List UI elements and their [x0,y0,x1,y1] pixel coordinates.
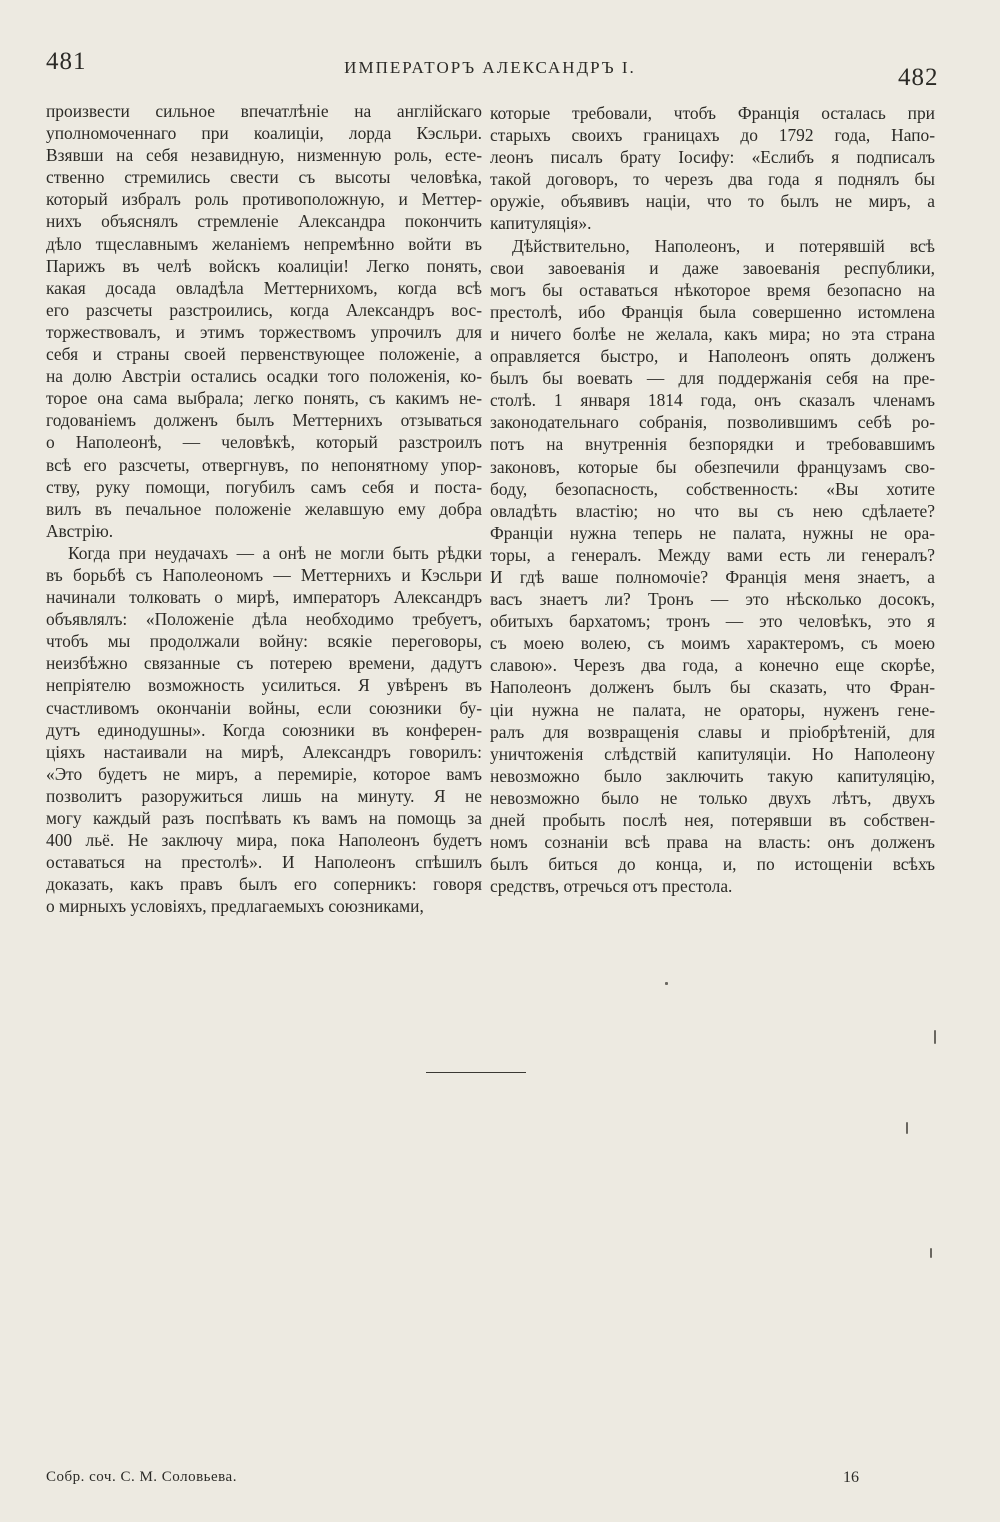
text-line: законодательнаго собранія, позволившимъ себѣ ро- [490,412,935,433]
text-line: какая досада овладѣла Меттернихомъ, когда всѣ [46,277,482,298]
text-line: Взявши на себя незавидную, низменную роль, есте- [46,145,482,166]
scan-speck [665,982,668,985]
text-line: Дѣйствительно, Наполеонъ, и потерявшій всѣ [512,235,935,256]
text-line: капитуляція». [490,213,592,234]
text-line: престолѣ, ибо Франція была совершенно истомлена [490,301,935,322]
text-line: средствъ, отречься отъ престола. [490,876,733,897]
footer-signature-mark: 16 [843,1469,859,1486]
text-line: столѣ. 1 января 1814 года, онъ сказалъ членамъ [490,390,935,411]
text-line: вилъ въ печальное положеніе желавшую ему добра [46,498,482,519]
text-line: овладѣть властію; но что вы съ нею сдѣлаете? [490,500,935,521]
text-line: о Наполеонѣ, — человѣкѣ, который разстроилъ [46,432,482,453]
text-line: нихъ объяснялъ стремленіе Александра покончить [46,211,482,232]
text-line: неизбѣжно связанные съ потерею времени, дадутъ [46,653,482,674]
section-end-rule [426,1072,526,1073]
text-line: который избралъ роль противоположную, и Меттер- [46,189,482,210]
text-line: Наполеонъ долженъ былъ бы сказать, что Фран- [490,677,935,698]
text-line: васъ знаетъ ли? Тронъ — это нѣсколько досокъ, [490,589,935,610]
text-line: невозможно было заключить такую капитуляцію, [490,765,935,786]
text-line: начинали толковать о мирѣ, императоръ Александръ [46,587,482,608]
text-line: торы, а генералъ. Между вами есть ли генералъ? [490,544,935,565]
text-line: номъ сознаніи всѣ права на власть: онъ долженъ [490,832,935,853]
text-line: доказать, какъ правъ былъ его соперникъ: говоря [46,874,482,895]
footer-source-note: Собр. соч. С. М. Соловьева. [46,1469,237,1485]
text-line: уничтоженія слѣдствій капитуляціи. Но Наполеону [490,743,935,764]
text-line: о мирныхъ условіяхъ, предлагаемыхъ союзниками, [46,896,424,917]
page-number-right: 482 [898,64,939,91]
text-line: ству, руку помощи, погубилъ самъ себя и поста- [46,476,482,497]
text-line: могъ бы оставаться нѣкоторое время безопасно на [490,279,935,300]
text-line: чтобъ мы продолжали войну: всякіе переговоры, [46,631,482,652]
text-line: годованіемъ долженъ былъ Меттернихъ отзываться [46,410,482,431]
text-line: обитыхъ бархатомъ; тронъ — это человѣкъ, это я [490,611,935,632]
running-title: ИМПЕРАТОРЪ АЛЕКСАНДРЪ I. [344,58,636,77]
text-line: ственно стремились свести съ высоты человѣка, [46,167,482,188]
text-line: могу каждый разъ поспѣвать къ вамъ на помощь за [46,808,482,828]
text-line: Парижъ въ челѣ войскъ коалиціи! Легко понять, [46,255,482,276]
text-line: свои завоеванія и даже завоеванія республики, [490,257,935,278]
text-line: старыхъ своихъ границахъ до 1792 года, Напо- [490,125,935,146]
right-text-column [490,102,935,897]
text-line: счастливомъ окончаніи войны, если союзники бу- [46,697,482,718]
text-line: боду, безопасность, собственность: «Вы хотите [490,478,935,499]
text-line: его разсчеты разстроились, когда Александръ вос- [46,299,482,320]
text-line: оружіе, объявивъ націи, что то былъ не миръ, а [490,191,935,212]
text-line: законовъ, которые бы обезпечили французамъ сво- [490,456,935,477]
text-line: Австрію. [46,520,114,541]
text-line: дутъ единодушны». Когда союзники въ конферен- [46,719,482,740]
scan-speck [906,1122,908,1134]
text-line: позволитъ разоружиться лишь на минуту. Я не [46,785,482,806]
text-line: и ничего болѣе не желала, какъ мира; но эта страна [490,323,935,344]
text-line: И гдѣ ваше полномочіе? Франція меня знаетъ, а [490,566,935,587]
text-line: ціи нужна не палата, не ораторы, нуженъ гене- [490,699,935,720]
text-line: торжествовалъ, и этимъ торжествомъ упрочилъ для [46,321,482,342]
text-line: съ моею волею, съ моимъ характеромъ, съ моею [490,633,935,654]
text-line: оправляется быстро, и Наполеонъ опять долженъ [490,346,935,367]
text-line: ралъ для возвращенія славы и пріобрѣтеній, для [490,721,935,742]
text-line: леонъ писалъ брату Іосифу: «Еслибъ я подписалъ [490,147,935,168]
text-line: торое она сама выбрала; легко понять, съ какимъ не- [46,388,482,409]
text-line: уполномоченнаго при коалиціи, лорда Кэсльри. [46,123,482,144]
text-line: Франціи нужна теперь не палата, нужны не ора- [490,522,935,543]
text-line: былъ биться до конца, и, по истощеніи всѣхъ [490,854,935,875]
scan-speck [930,1248,932,1258]
text-line: всѣ его разсчеты, отвергнувъ, по непонятному упор- [46,454,482,475]
text-line: которые требовали, чтобъ Франція осталась при [490,103,935,123]
text-line: потъ на внутреннія безпорядки и требовавшимъ [490,434,935,455]
text-line: ціяхъ настаивали на мирѣ, Александръ говорилъ: [46,741,482,762]
text-line: 400 льё. Не заключу мира, пока Наполеонъ будетъ [46,830,482,851]
text-line: непріятелю возможность усилиться. Я увѣренъ въ [46,675,482,696]
text-line: оставаться на престолѣ». И Наполеонъ спѣшилъ [46,852,482,873]
text-line: дѣло тщеславнымъ желаніемъ непремѣнно войти въ [46,233,482,254]
text-line: Когда при неудачахъ — а онѣ не могли быть рѣдки [68,542,482,563]
text-line: себя и страны своей первенствующее положеніе, а [46,344,482,365]
text-line: объявлялъ: «Положеніе дѣла необходимо требуетъ, [46,609,482,630]
text-line: невозможно было не только двухъ лѣтъ, двухъ [490,787,935,808]
text-line: на долю Австріи остались осадки того положенія, ко- [46,366,482,387]
left-text-column [46,100,482,917]
text-line: такой договоръ, то черезъ два года я поднялъ бы [490,169,935,190]
text-line: былъ бы воевать — для поддержанія себя на пре- [490,368,935,389]
text-line: произвести сильное впечатлѣніе на англійскаго [46,101,482,121]
page-number-left: 481 [46,48,87,75]
text-line: дней пробыть послѣ нея, потерявши въ собствен- [490,810,935,830]
text-line: въ борьбѣ съ Наполеономъ — Меттернихъ и Кэсльри [46,564,482,585]
scan-speck [934,1030,936,1044]
text-line: «Это будетъ не миръ, а перемиріе, которое вамъ [46,763,482,784]
text-line: славою». Черезъ два года, а конечно еще скорѣе, [490,655,935,676]
